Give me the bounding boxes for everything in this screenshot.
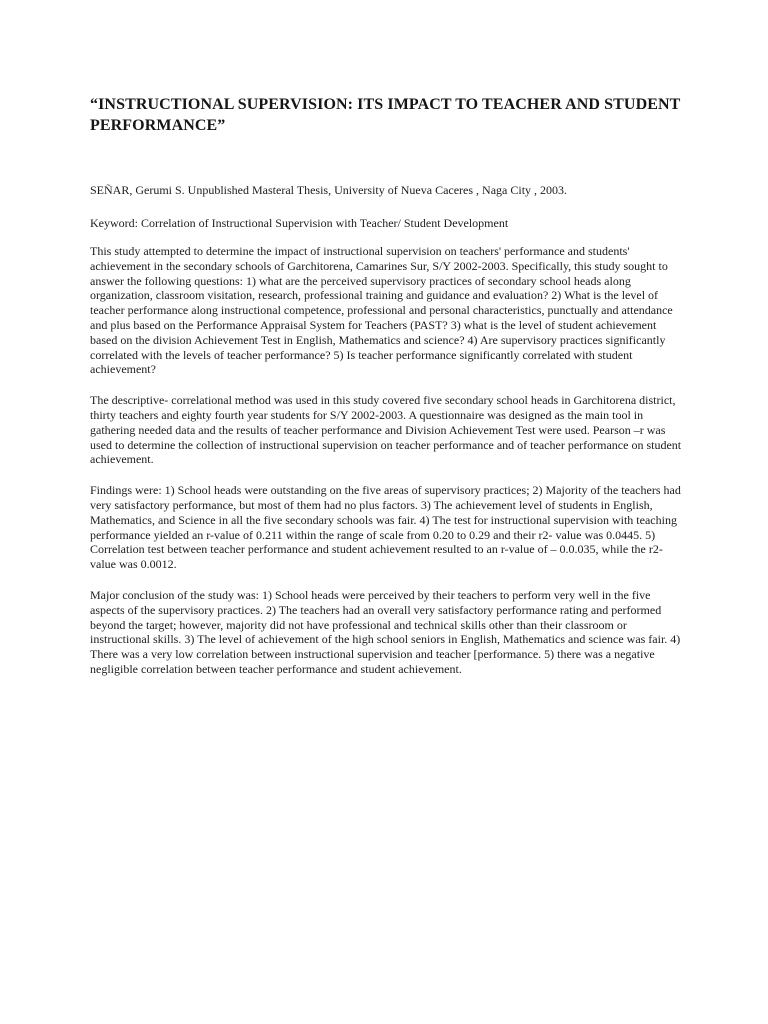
method-paragraph: The descriptive- correlational method was used in this study covered five secondary school heads in Garchitorena district, thirty teachers and eighty fourth year students for S/Y 2002-2003. A questionnaire was designed as the main tool in gathering needed data and the results of teacher performance and Division Achievement Test were used. Pearson –r was used to determine the collection of instructional supervision on teacher performance and of teacher performance on student achievement. xyxy=(90,393,682,467)
abstract-paragraph: This study attempted to determine the impact of instructional supervision on teachers' performance and students' achievement in the secondary schools of Garchitorena, Camarines Sur, S/Y 2002-2003. Specifically, this study sought to answer the following questions: 1) what are the perceived supervisory practices of secondary school heads along organization, classroom visitation, research, professional training and guidance and evaluation? 2) What is the level of teacher performance along instructional competence, professional and personal characteristics, punctually and attendance and plus based on the Performance Appraisal System for Teachers (PAST? 3) what is the level of student achievement based on the division Achievement Test in English, Mathematics and science? 4) Are supervisory practices significantly correlated with the levels of teacher performance? 5) Is teacher performance significantly correlated with student achievement? xyxy=(90,244,673,377)
keyword-line: Keyword: Correlation of Instructional Supervision with Teacher/ Student Development xyxy=(90,215,509,230)
citation-line: SEÑAR, Gerumi S. Unpublished Masteral Thesis, University of Nueva Caceres , Naga City , 2003. xyxy=(90,183,568,197)
document-page xyxy=(90,94,682,677)
conclusion-paragraph: Major conclusion of the study was: 1) School heads were perceived by their teachers to perform very well in the five aspects of the supervisory practices. 2) The teachers had an overall very satisfactory performance rating and performed beyond the target; however, majority did not have professional and technical skills other than their classroom or instructional skills. 3) The level of achievement of the high school seniors in English, Mathematics and science was fair. 4) There was a very low correlation between instructional supervision and teacher [performance. 5) there was a negative negligible correlation between teacher performance and student achievement. xyxy=(90,587,681,676)
findings-paragraph: Findings were: 1) School heads were outstanding on the five areas of supervisory practices; 2) Majority of the teachers had very satisfactory performance, but most of them had no plus factors. 3) The achievement level of students in English, Mathematics, and Science in all the five secondary schools was fair. 4) The test for instructional supervision with teaching performance yielded an r-value of 0.211 within the range of scale from 0.20 to 0.29 and their r2- value was 0.0445. 5) Correlation test between teacher performance and student achievement resulted to an r-value of – 0.0.035, while the r2- value was 0.0012. xyxy=(90,483,681,572)
document-title: “INSTRUCTIONAL SUPERVISION: ITS IMPACT TO TEACHER AND STUDENT PERFORMANCE” xyxy=(90,96,681,134)
